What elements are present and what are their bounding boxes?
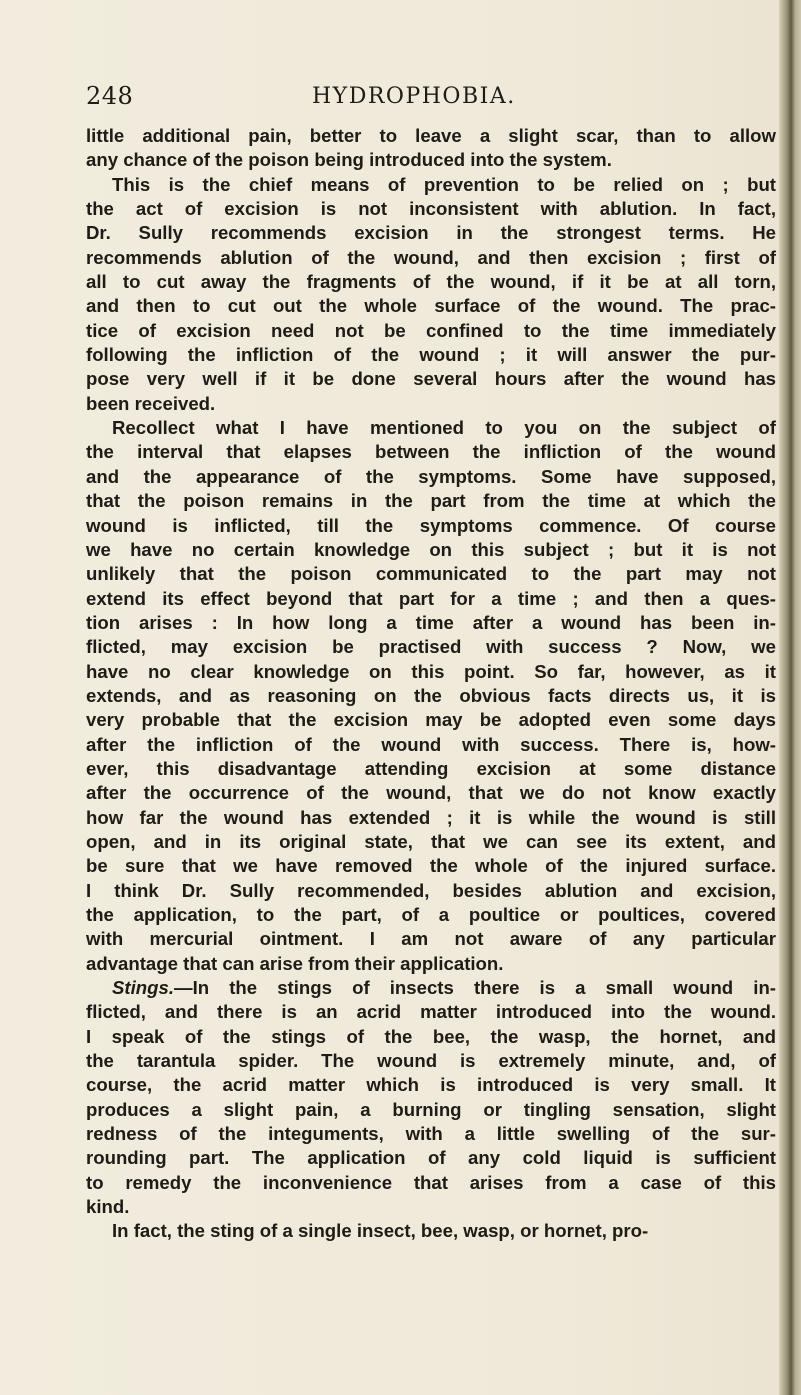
text-line: Recollect what I have mentioned to you on the subject of [112, 417, 776, 439]
text-line: we have no certain knowledge on this subject ; but it is not [86, 538, 776, 560]
text-line: pose very well if it be done several hours after the wound has [86, 368, 776, 390]
text-line: all to cut away the fragments of the wound, if it be at all torn, [86, 271, 776, 293]
text-line: following the infliction of the wound ; it will answer the pur- [86, 344, 776, 366]
text-line: flicted, may excision be practised with success ? Now, we [86, 636, 776, 658]
text-line: kind. [86, 1196, 130, 1218]
text-line: be sure that we have removed the whole of the injured surface. [86, 855, 776, 877]
section-heading-stings: Stings. [112, 977, 174, 999]
text-line: ever, this disadvantage attending excision at some distance [86, 757, 776, 779]
text-line: extends, and as reasoning on the obvious facts directs us, it is [86, 684, 776, 706]
text-line: tice of excision need not be confined to the time immediately [86, 319, 776, 341]
text-line: the tarantula spider. The wound is extremely minute, and, of [86, 1050, 776, 1072]
text-line: Dr. Sully recommends excision in the strongest terms. He [86, 222, 776, 244]
text-line: with mercurial ointment. I am not aware of any particular [86, 928, 776, 950]
text-line: I think Dr. Sully recommended, besides ablution and excision, [86, 879, 776, 901]
text-line: how far the wound has extended ; it is while the wound is still [86, 806, 776, 828]
page-number: 248 [86, 82, 134, 110]
text-line: any chance of the poison being introduced into the system. [86, 149, 612, 171]
text-line: after the occurrence of the wound, that we do not know exactly [86, 782, 776, 804]
text-line: and then to cut out the whole surface of the wound. The prac- [86, 295, 776, 317]
text-line: the application, to the part, of a poultice or poultices, covered [86, 904, 776, 925]
text-line: very probable that the excision may be adopted even some days [86, 709, 776, 731]
text-line: advantage that can arise from their application. [86, 952, 504, 974]
text-line: to remedy the inconvenience that arises from a case of this [86, 1171, 776, 1193]
text-line: flicted, and there is an acrid matter introduced into the wound. [86, 1001, 776, 1023]
text-line: that the poison remains in the part from the time at which the [86, 490, 776, 512]
text-line: unlikely that the poison communicated to the part may not [86, 563, 776, 585]
text-run: —In the stings of insects there is a small wound in- [173, 977, 776, 999]
running-head: HYDROPHOBIA. [312, 84, 516, 109]
body-text [86, 124, 776, 1244]
text-line: wound is inflicted, till the symptoms commence. Of course [86, 514, 776, 536]
text-line: after the infliction of the wound with success. There is, how- [86, 733, 776, 755]
text-line: the act of excision is not inconsistent with ablution. In fact, [86, 198, 776, 220]
page-header [86, 82, 766, 118]
text-line: recommends ablution of the wound, and then excision ; first of [86, 246, 776, 268]
text-line: I speak of the stings of the bee, the wasp, the hornet, and [86, 1025, 776, 1047]
text-line: have no clear knowledge on this point. So far, however, as it [86, 660, 776, 682]
text-line: and the appearance of the symptoms. Some have supposed, [86, 465, 776, 487]
text-line: open, and in its original state, that we can see its extent, and [86, 830, 776, 852]
text-line: extend its effect beyond that part for a time ; and then a ques- [86, 587, 776, 609]
page-edge-binding [779, 0, 801, 1395]
text-line: been received. [86, 392, 216, 414]
text-line: redness of the integuments, with a little swelling of the sur- [86, 1123, 776, 1145]
text-line: course, the acrid matter which is introduced is very small. It [86, 1074, 776, 1096]
text-line: the interval that elapses between the infliction of the wound [86, 441, 776, 463]
text-line [86, 976, 776, 1000]
text-line: little additional pain, better to leave a slight scar, than to allow [86, 125, 776, 146]
text-line: produces a slight pain, a burning or tingling sensation, slight [86, 1098, 776, 1120]
text-line: This is the chief means of prevention to be relied on ; but [112, 173, 776, 195]
text-line: rounding part. The application of any cold liquid is sufficient [86, 1147, 776, 1169]
text-line: tion arises : In how long a time after a wound has been in- [86, 611, 776, 633]
text-line: In fact, the sting of a single insect, bee, wasp, or hornet, pro- [112, 1220, 649, 1242]
